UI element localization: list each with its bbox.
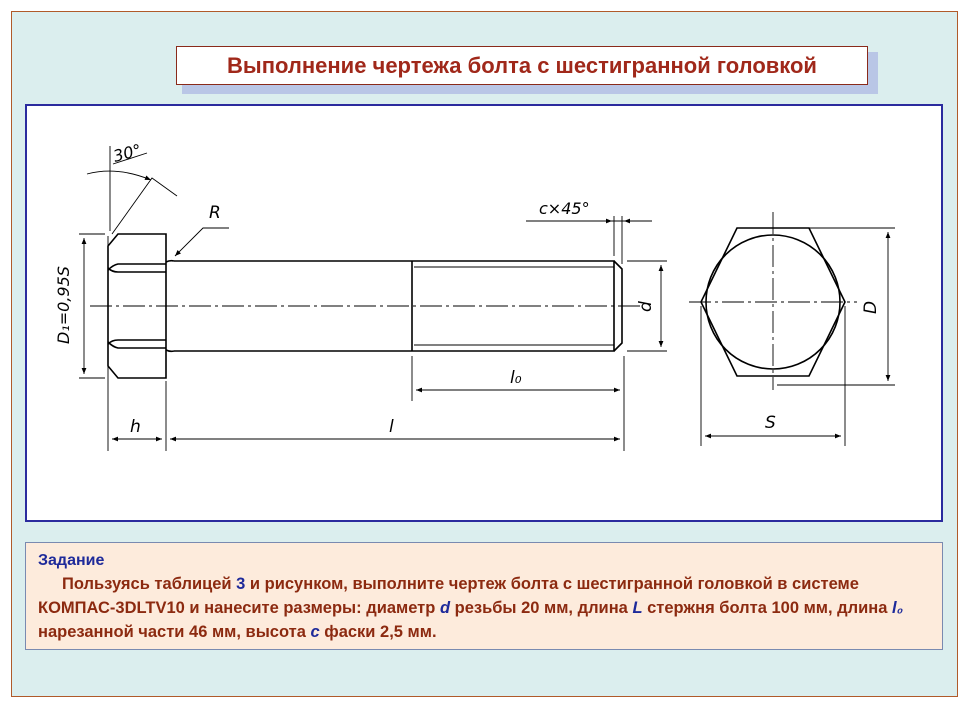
dimensions-end [701,228,895,446]
chamfer-label: c×45° [539,199,590,218]
task-text-part: и рисунком, выполните чертеж болта с шестигранной головкой в системе КОМПАС-3DLTV10 и нанесите размеры: диаметр [38,575,859,617]
task-symbol-l: L [632,599,643,617]
diameter-label: d [636,301,656,312]
across-flats-label: S [765,413,776,433]
task-text [38,572,932,644]
length-label: l [389,417,394,437]
dimensions-side [79,146,667,451]
task-text-part: резьбы 20 мм, длина [450,599,633,617]
head-height-label: h [130,417,141,437]
thread-length-label: l₀ [510,368,522,388]
head-facet-lower2 [108,340,166,344]
task-text-part: фаски 2,5 мм. [319,623,437,641]
task-symbol-c: c [310,623,320,641]
drawing-panel [25,104,943,522]
task-text-part: нарезанной части 46 мм, высота [38,623,311,641]
task-heading: Задание [38,552,105,569]
page-title: Выполнение чертежа болта с шестигранной головкой [227,52,817,78]
head-facet-upper [108,264,166,270]
task-box [25,542,943,650]
radius-label: R [209,203,221,223]
task-table-number: 3 [236,575,246,593]
head-diameter-label: D₁=0,95S [54,266,73,344]
task-text-part: Пользуясь таблицей [62,575,237,593]
title-box [176,46,868,85]
angle-label: 30° [111,140,144,166]
head-facet-middle [108,268,166,272]
task-text-part: стержня болта 100 мм, длина [642,599,892,617]
task-symbol-l0: l₀ [892,599,904,617]
outer-diameter-label: D [861,300,881,314]
head-facet-lower [108,342,166,348]
bolt-drawing [27,106,945,524]
task-symbol-d: d [439,599,451,617]
